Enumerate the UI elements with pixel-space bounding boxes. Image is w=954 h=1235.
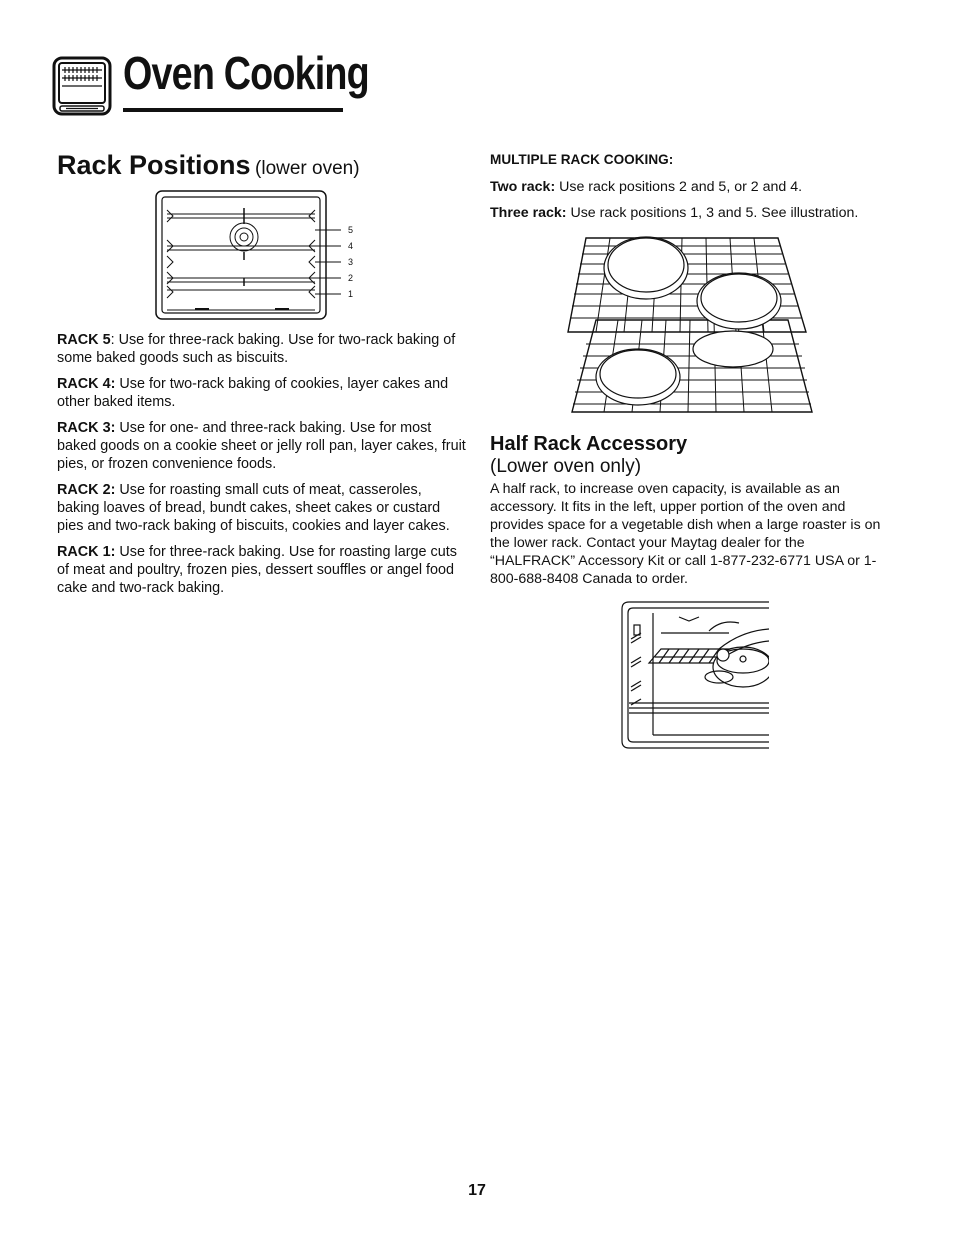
rack-label: 1 (348, 289, 354, 299)
rack-label: 4 (348, 241, 354, 251)
rack-positions-illustration (155, 190, 360, 322)
half-rack-body: A half rack, to increase oven capacity, is available as an accessory. It fits in the left, upper portion of the oven and provides space for a vegetable dish when a large roaster is on the lower rack. Contact your Maytag dealer for the “HALFRACK” Accessory Kit or call 1-877-232-6771 USA or 1-800-688-8408 Canada to order. (490, 481, 881, 587)
rack-positions-subtitle: (lower oven) (255, 158, 360, 179)
multiple-rack-heading: MULTIPLE RACK COOKING: (490, 152, 674, 167)
rack-5-description: RACK 5: Use for three-rack baking. Use for two-rack baking of some baked goods such as biscuits. (57, 332, 456, 366)
page-number: 17 (468, 1182, 486, 1199)
half-rack-heading (490, 432, 687, 478)
rack-3-description: RACK 3: Use for one- and three-rack baking. Use for most baked goods on a cookie sheet or jelly roll pan, layer cakes, fruit pies, or frozen convenience foods. (57, 420, 466, 472)
title-underline (123, 108, 343, 112)
half-rack-subtitle: (Lower oven only) (490, 456, 642, 477)
rack-4-description: RACK 4: Use for two-rack baking of cookies, layer cakes and other baked items. (57, 376, 449, 410)
oven-icon (52, 56, 112, 118)
rack-positions-heading (57, 150, 360, 181)
two-rack-text: Two rack: Use rack positions 2 and 5, or 2 and 4. (490, 179, 803, 195)
rack-label: 2 (348, 273, 354, 283)
multiple-rack-illustration (566, 234, 814, 416)
half-rack-title: Half Rack Accessory (490, 433, 688, 455)
rack-positions-title: Rack Positions (57, 150, 251, 180)
rack-2-description: RACK 2: Use for roasting small cuts of meat, casseroles, baking loaves of bread, bundt cakes, sheet cakes or custard pies and two-rack baking of biscuits, cookies and layer cakes. (57, 482, 450, 534)
rack-descriptions (57, 331, 467, 605)
multiple-rack-section (490, 151, 890, 230)
three-rack-text: Three rack: Use rack positions 1, 3 and 5. See illustration. (490, 205, 859, 221)
rack-1-description: RACK 1: Use for three-rack baking. Use for roasting large cuts of meat and poultry, frozen pies, dessert souffles or angel food cake and two-rack baking. (57, 544, 457, 596)
page-title: Oven Cooking (123, 47, 369, 99)
half-rack-illustration (621, 601, 769, 749)
rack-label: 3 (348, 257, 354, 267)
rack-label: 5 (348, 225, 354, 235)
